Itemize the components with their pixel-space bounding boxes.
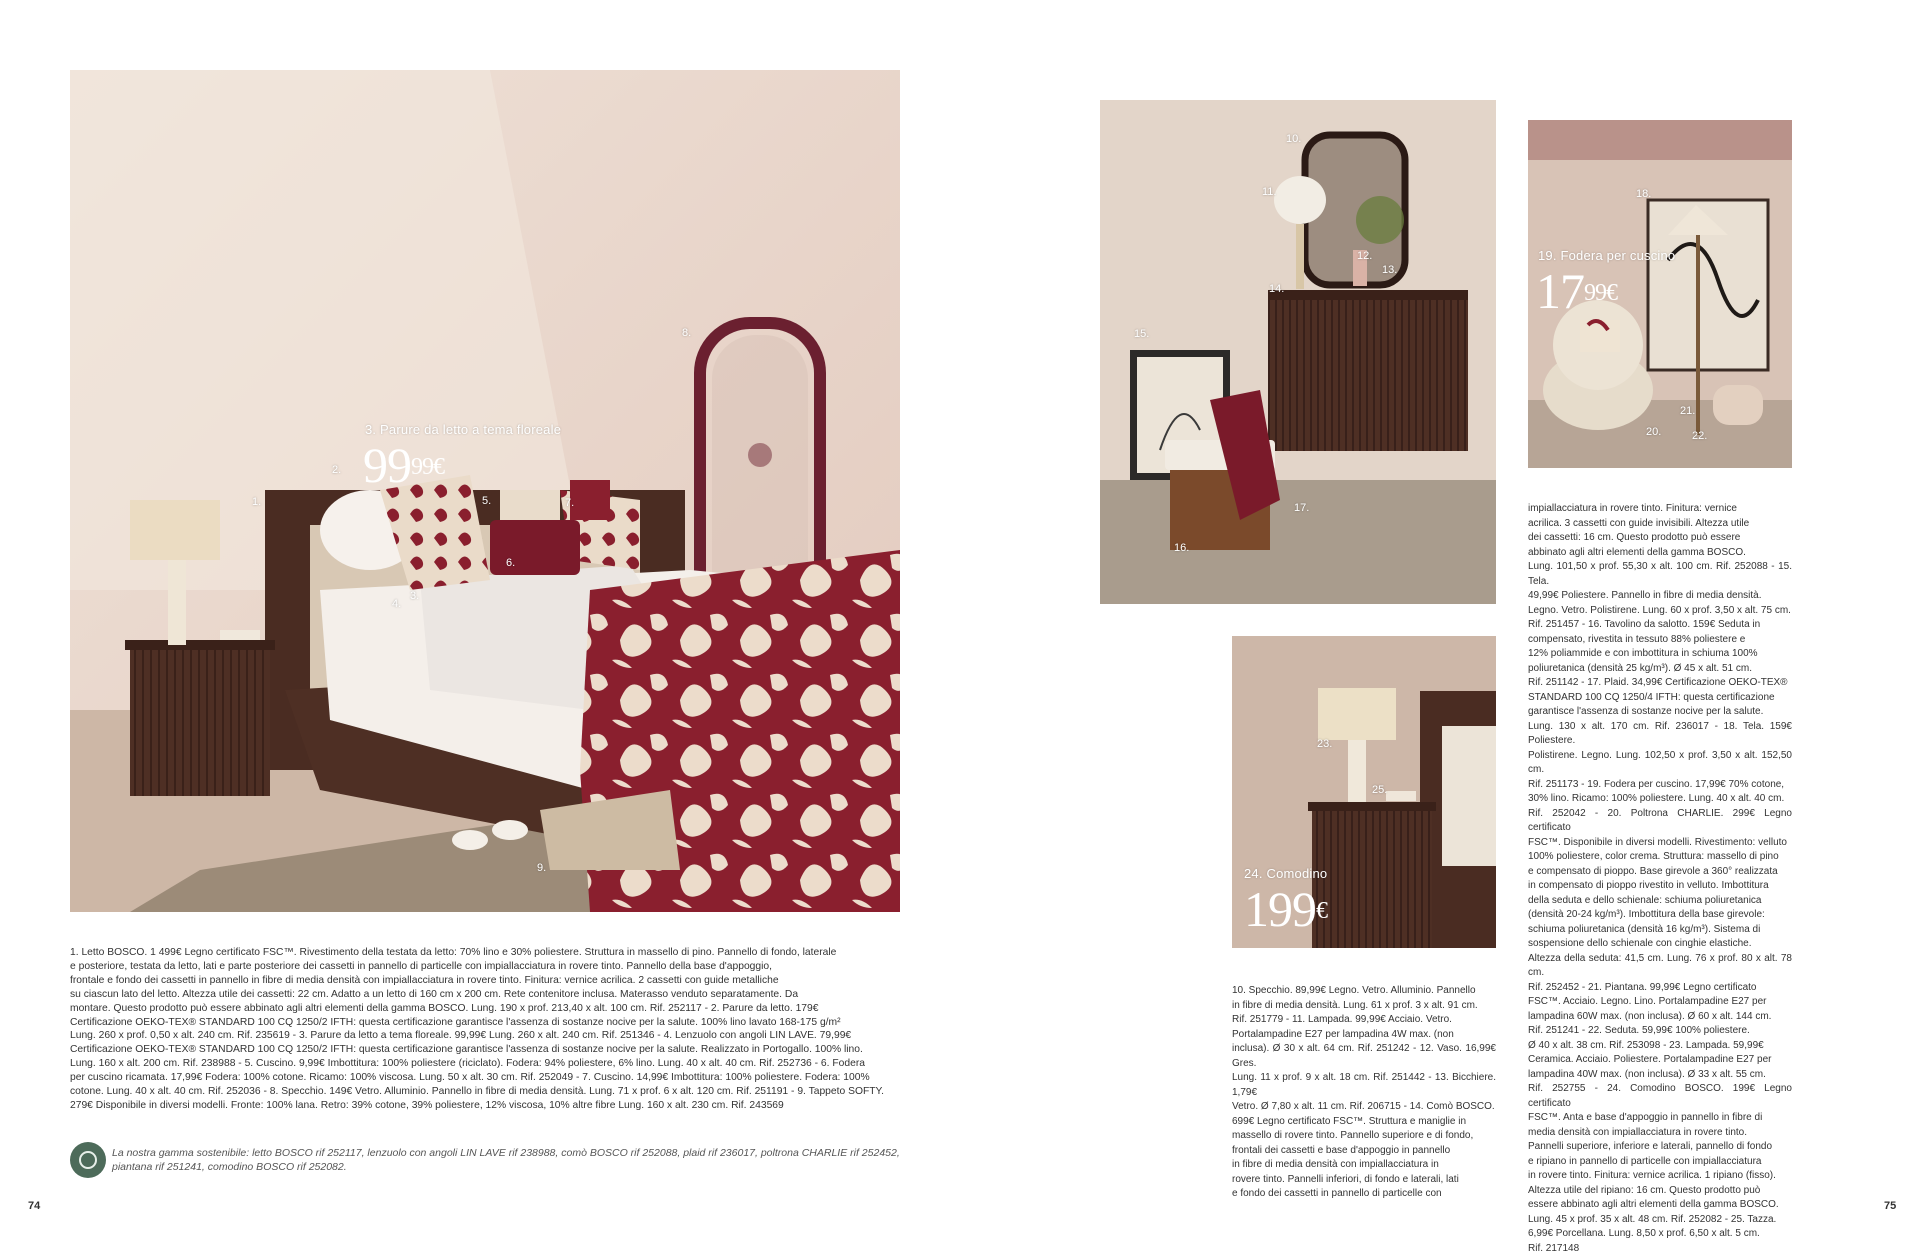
text-line: Rif. 251779 - 11. Lampada. 99,99€ Acciaio. Vetro. bbox=[1232, 1013, 1496, 1028]
text-line: Vetro. Ø 7,80 x alt. 11 cm. Rif. 206715 - 14. Comò BOSCO. bbox=[1232, 1100, 1496, 1115]
photo-label-12: 12. bbox=[1357, 250, 1372, 262]
promo-price-bedding bbox=[363, 440, 444, 490]
text-line: massello di rovere tinto. Pannello superiore e di fondo, bbox=[1232, 1129, 1496, 1144]
text-line: Rif. 251173 - 19. Fodera per cuscino. 17,99€ 70% cotone, bbox=[1528, 778, 1792, 793]
text-line: Polistirene. Legno. Lung. 102,50 x prof. 3,50 x alt. 152,50 cm. bbox=[1528, 749, 1792, 778]
photo-label-13: 13. bbox=[1382, 264, 1397, 276]
text-line: 699€ Legno certificato FSC™. Struttura e maniglie in bbox=[1232, 1115, 1496, 1130]
photo-label-20: 20. bbox=[1646, 426, 1661, 438]
text-line: dei cassetti: 16 cm. Questo prodotto può essere bbox=[1528, 531, 1792, 546]
text-line: Pannelli superiore, inferiore e laterali, pannello di fondo bbox=[1528, 1140, 1792, 1155]
photo-label-10: 10. bbox=[1286, 133, 1301, 145]
price-main: 17 bbox=[1536, 263, 1584, 319]
text-line: Lung. 260 x prof. 0,50 x alt. 240 cm. Rif. 235619 - 3. Parure da letto a tema floreale. 99,99€ Lung. 260 x alt. 240 cm. Rif. 251346 - 4. Lenzuolo con angoli LIN LAVE. 79,99€ bbox=[70, 1029, 900, 1043]
text-line: frontali dei cassetti e base d'appoggio in pannello bbox=[1232, 1144, 1496, 1159]
text-line: 279€ Disponibile in diversi modelli. Fronte: 100% lana. Retro: 39% cotone, 39% poliestere, 12% viscosa, 10% altre fibre Lung. 160 x alt. 230 cm. Rif. 243569 bbox=[70, 1099, 900, 1113]
text-line: in compensato di pioppo rivestito in velluto. Imbottitura bbox=[1528, 879, 1792, 894]
text-line: essere abbinato agli altri elementi della gamma BOSCO. bbox=[1528, 1198, 1792, 1213]
photo-label-17: 17. bbox=[1294, 502, 1309, 514]
photo-label-9: 9. bbox=[537, 862, 546, 874]
text-line: Rif. 251241 - 22. Seduta. 59,99€ 100% poliestere. bbox=[1528, 1024, 1792, 1039]
text-line: Rif. 251142 - 17. Plaid. 34,99€ Certificazione OEKO-TEX® bbox=[1528, 676, 1792, 691]
text-line: cotone. Lung. 40 x alt. 40 cm. Rif. 252036 - 8. Specchio. 149€ Vetro. Alluminio. Pannello in fibre di media densità. Lung. 71 x prof. 6 x alt. 120 cm. Rif. 251191 - 9. Tappeto SOFTY. bbox=[70, 1085, 900, 1099]
photo-label-2: 2. bbox=[332, 464, 341, 476]
text-line: Lung. 45 x prof. 35 x alt. 48 cm. Rif. 252082 - 25. Tazza. bbox=[1528, 1213, 1792, 1228]
armchair-photo bbox=[1528, 120, 1792, 468]
text-line: Legno. Vetro. Polistirene. Lung. 60 x prof. 3,50 x alt. 75 cm. bbox=[1528, 604, 1792, 619]
bedroom-photo bbox=[70, 70, 900, 912]
text-line: 49,99€ Poliestere. Pannello in fibre di media densità. bbox=[1528, 589, 1792, 604]
photo-label-8: 8. bbox=[682, 327, 691, 339]
text-line: della seduta e dello schienale: schiuma poliuretanica bbox=[1528, 894, 1792, 909]
text-line: compensato, rivestita in tessuto 88% poliestere e bbox=[1528, 633, 1792, 648]
sustainable-range-note bbox=[70, 1142, 900, 1182]
price-main: 199 bbox=[1244, 881, 1316, 937]
text-line: 12% poliammide e con imbottitura in schiuma 100% bbox=[1528, 647, 1792, 662]
price-cents: 99€ bbox=[1584, 280, 1617, 306]
text-line: Lung. 11 x prof. 9 x alt. 18 cm. Rif. 251442 - 13. Bicchiere. 1,79€ bbox=[1232, 1071, 1496, 1100]
text-line: abbinato agli altri elementi della gamma BOSCO. bbox=[1528, 546, 1792, 561]
text-line: per cuscino ricamata. 17,99€ Fodera: 100% cotone. Ricamo: 100% viscosa. Lung. 50 x alt. 30 cm. Rif. 252049 - 7. Cuscino. 14,99€ Imbottitura: 100% poliestere. Fodera: 100% bbox=[70, 1071, 900, 1085]
page-number-right: 75 bbox=[1884, 1200, 1896, 1212]
text-line: 100% poliestere, color crema. Struttura: massello di pino bbox=[1528, 850, 1792, 865]
text-line: su ciascun lato del letto. Altezza utile dei cassetti: 22 cm. Adatto a un letto di 160 cm x 200 cm. Rete contenitore inclusa. Materasso venduto separatamente. Da bbox=[70, 988, 900, 1002]
text-line: 30% lino. Ricamo: 100% poliestere. Lung. 40 x alt. 40 cm. bbox=[1528, 792, 1792, 807]
text-line: Ø 40 x alt. 38 cm. Rif. 253098 - 23. Lampada. 59,99€ bbox=[1528, 1039, 1792, 1054]
text-line: rovere tinto. Pannelli inferiori, di fondo e laterali, lati bbox=[1232, 1173, 1496, 1188]
text-line: e compensato di pioppo. Base girevole a 360° realizzata bbox=[1528, 865, 1792, 880]
right-product-description-col2 bbox=[1528, 502, 1792, 1256]
photo-label-22: 22. bbox=[1692, 430, 1707, 442]
text-line: lampadina 60W max. (non inclusa). Ø 60 x alt. 144 cm. bbox=[1528, 1010, 1792, 1025]
text-line: FSC™. Acciaio. Legno. Lino. Portalampadine E27 per bbox=[1528, 995, 1792, 1010]
text-line: Altezza utile del ripiano: 16 cm. Questo prodotto può bbox=[1528, 1184, 1792, 1199]
promo-title-bedding: 3. Parure da letto a tema floreale bbox=[365, 422, 561, 437]
dresser-illustration bbox=[1100, 100, 1496, 604]
text-line: (densità 20-24 kg/m³). Imbottitura della base girevole: bbox=[1528, 908, 1792, 923]
price-cents: € bbox=[1316, 898, 1327, 924]
left-product-description bbox=[70, 946, 900, 1113]
text-line: montare. Questo prodotto può essere abbinato agli altri elementi della gamma BOSCO. Lung. 190 x prof. 213,40 x alt. 100 cm. Rif. 252117 - 2. Parure da letto. 179€ bbox=[70, 1002, 900, 1016]
text-line: e fondo dei cassetti in pannello di particelle con bbox=[1232, 1187, 1496, 1202]
text-line: 6,99€ Porcellana. Lung. 8,50 x prof. 6,50 x alt. 5 cm. bbox=[1528, 1227, 1792, 1242]
text-line: Ceramica. Acciaio. Poliestere. Portalampadine E27 per bbox=[1528, 1053, 1792, 1068]
globe-icon bbox=[70, 1142, 106, 1178]
photo-label-21: 21. bbox=[1680, 405, 1695, 417]
text-line: Rif. 251457 - 16. Tavolino da salotto. 159€ Seduta in bbox=[1528, 618, 1792, 633]
text-line: Lung. 101,50 x prof. 55,30 x alt. 100 cm. Rif. 252088 - 15. Tela. bbox=[1528, 560, 1792, 589]
page-number-left: 74 bbox=[28, 1200, 40, 1212]
sustainable-range-text: La nostra gamma sostenibile: letto BOSCO rif 252117, lenzuolo con angoli LIN LAVE rif 238988, comò BOSCO rif 252088, plaid rif 236017, poltrona CHARLIE rif 252452, piantana rif 251241, comodino BOSCO rif 252082. bbox=[112, 1146, 902, 1174]
text-line: Lung. 160 x alt. 200 cm. Rif. 238988 - 5. Cuscino. 9,99€ Imbottitura: 100% poliestere (riciclato). Fodera: 94% poliestere, 6% lino. Lung. 40 x alt. 40 cm. Rif. 252736 - 6. Fodera bbox=[70, 1057, 900, 1071]
text-line: FSC™. Anta e base d'appoggio in pannello in fibre di bbox=[1528, 1111, 1792, 1126]
promo-title-cushion: 19. Fodera per cuscino bbox=[1538, 248, 1675, 263]
text-line: e posteriore, testata da letto, lati e parte posteriore dei cassetti in pannello di particelle con impiallacciatura in rovere tinto. Pannello della base d'appoggio, bbox=[70, 960, 900, 974]
text-line: Lung. 130 x alt. 170 cm. Rif. 236017 - 18. Tela. 159€ Poliestere. bbox=[1528, 720, 1792, 749]
text-line: inclusa). Ø 30 x alt. 64 cm. Rif. 251242 - 12. Vaso. 16,99€ Gres. bbox=[1232, 1042, 1496, 1071]
photo-label-14: 14. bbox=[1269, 283, 1284, 295]
photo-label-4: 4. bbox=[392, 598, 401, 610]
text-line: frontale e fondo dei cassetti in pannello in fibre di media densità con impiallacciatura in rovere tinto. Finitura: vernice acrilica. 2 cassetti con guide metalliche bbox=[70, 974, 900, 988]
bedroom-illustration bbox=[70, 70, 900, 912]
photo-label-23: 23. bbox=[1317, 738, 1332, 750]
photo-label-15: 15. bbox=[1134, 328, 1149, 340]
text-line: poliuretanica (densità 25 kg/m³). Ø 45 x alt. 51 cm. bbox=[1528, 662, 1792, 677]
text-line: 10. Specchio. 89,99€ Legno. Vetro. Alluminio. Pannello bbox=[1232, 984, 1496, 999]
photo-label-3: 3. bbox=[410, 590, 419, 602]
text-line: garantisce l'assenza di sostanze nocive per la salute. bbox=[1528, 705, 1792, 720]
dresser-photo bbox=[1100, 100, 1496, 604]
text-line: lampadina 40W max. (non inclusa). Ø 33 x alt. 55 cm. bbox=[1528, 1068, 1792, 1083]
text-line: Rif. 252042 - 20. Poltrona CHARLIE. 299€ Legno certificato bbox=[1528, 807, 1792, 836]
text-line: FSC™. Disponibile in diversi modelli. Rivestimento: velluto bbox=[1528, 836, 1792, 851]
price-cents: 99€ bbox=[411, 454, 444, 480]
right-product-description-col1 bbox=[1232, 984, 1496, 1202]
photo-label-6: 6. bbox=[506, 557, 515, 569]
text-line: impiallacciatura in rovere tinto. Finitura: vernice bbox=[1528, 502, 1792, 517]
text-line: Rif. 252452 - 21. Piantana. 99,99€ Legno certificato bbox=[1528, 981, 1792, 996]
text-line: Altezza della seduta: 41,5 cm. Lung. 76 x prof. 80 x alt. 78 cm. bbox=[1528, 952, 1792, 981]
nightstand-photo bbox=[1232, 636, 1496, 948]
text-line: in rovere tinto. Finitura: vernice acrilica. 1 ripiano (fisso). bbox=[1528, 1169, 1792, 1184]
text-line: 1. Letto BOSCO. 1 499€ Legno certificato FSC™. Rivestimento della testata da letto: 70% lino e 30% poliestere. Struttura in massello di pino. Pannello di fondo, laterale bbox=[70, 946, 900, 960]
text-line: e ripiano in pannello di particelle con impiallacciatura bbox=[1528, 1155, 1792, 1170]
text-line: in fibre di media densità con impiallacciatura in bbox=[1232, 1158, 1496, 1173]
photo-label-7: 7. bbox=[565, 497, 574, 509]
promo-price-cushion bbox=[1536, 266, 1617, 316]
text-line: Rif. 252755 - 24. Comodino BOSCO. 199€ Legno certificato bbox=[1528, 1082, 1792, 1111]
text-line: sospensione dello schienale con cinghie elastiche. bbox=[1528, 937, 1792, 952]
text-line: in fibre di media densità. Lung. 61 x prof. 3 x alt. 91 cm. bbox=[1232, 999, 1496, 1014]
text-line: schiuma poliuretanica (densità 16 kg/m³). Sistema di bbox=[1528, 923, 1792, 938]
text-line: STANDARD 100 CQ 1250/4 IFTH: questa certificazione bbox=[1528, 691, 1792, 706]
promo-title-nightstand: 24. Comodino bbox=[1244, 866, 1327, 881]
text-line: media densità con impiallacciatura in rovere tinto. bbox=[1528, 1126, 1792, 1141]
photo-label-11: 11. bbox=[1262, 186, 1276, 198]
photo-label-18: 18. bbox=[1636, 188, 1651, 200]
text-line: Portalampadine E27 per lampadina 4W max. (non bbox=[1232, 1028, 1496, 1043]
text-line: Rif. 217148 bbox=[1528, 1242, 1792, 1256]
text-line: Certificazione OEKO-TEX® STANDARD 100 CQ 1250/2 IFTH: questa certificazione garantisce l'assenza di sostanze nocive per la salute. 100% lino lavato 168-175 g/m² bbox=[70, 1016, 900, 1030]
text-line: Certificazione OEKO-TEX® STANDARD 100 CQ 1250/2 IFTH: questa certificazione garantisce l'assenza di sostanze nocive per la salute. Realizzato in Portogallo. 100% lino. bbox=[70, 1043, 900, 1057]
photo-label-1: 1. bbox=[252, 496, 261, 508]
promo-price-nightstand bbox=[1244, 884, 1327, 934]
photo-label-25: 25. bbox=[1372, 784, 1387, 796]
photo-label-5: 5. bbox=[482, 495, 491, 507]
text-line: acrilica. 3 cassetti con guide invisibili. Altezza utile bbox=[1528, 517, 1792, 532]
photo-label-16: 16. bbox=[1174, 542, 1189, 554]
price-main: 99 bbox=[363, 437, 411, 493]
